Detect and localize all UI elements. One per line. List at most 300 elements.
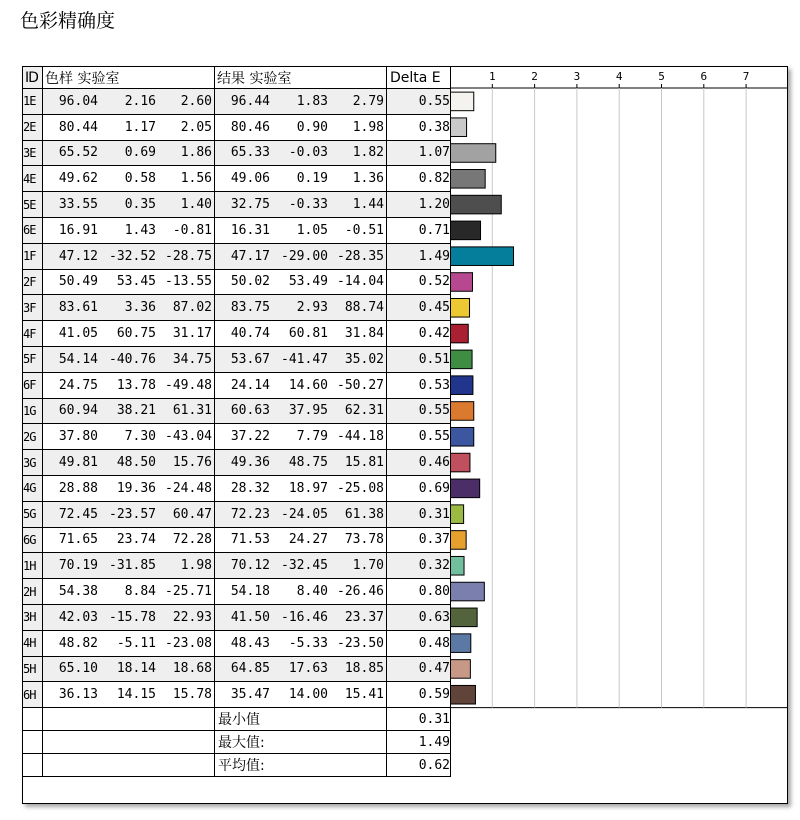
result-lab-b: 73.78	[344, 532, 384, 548]
result-lab-b: 31.84	[344, 326, 384, 342]
result-lab-a: -5.33	[288, 635, 328, 651]
patch-id: 1G	[23, 398, 43, 424]
result-lab-b: 1.70	[352, 558, 384, 574]
sample-lab-values	[43, 630, 215, 656]
header-id: ID	[23, 67, 43, 89]
sample-lab-l: 49.81	[58, 455, 98, 471]
sample-lab-b: 31.17	[172, 326, 212, 342]
sample-lab-b: 1.86	[180, 145, 212, 161]
result-lab-l: 50.02	[230, 274, 270, 290]
result-lab-values	[215, 166, 387, 192]
result-lab-a: -0.33	[288, 197, 328, 213]
table-row	[23, 166, 451, 192]
sample-lab-values	[43, 604, 215, 630]
sample-lab-a: 1.17	[124, 119, 156, 135]
sample-lab-b: 2.05	[180, 119, 212, 135]
result-lab-b: 88.74	[344, 300, 384, 316]
sample-lab-l: 96.04	[58, 93, 98, 109]
sample-lab-values	[43, 682, 215, 708]
delta-e-bar-chart	[450, 66, 788, 734]
delta-e-value: 0.38	[387, 114, 451, 140]
result-lab-b: 1.44	[352, 197, 384, 213]
sample-lab-l: 37.80	[58, 429, 98, 445]
result-lab-b: -28.35	[337, 248, 384, 264]
result-lab-b: -0.51	[344, 222, 384, 238]
result-lab-l: 24.14	[230, 377, 270, 393]
result-lab-values	[215, 553, 387, 579]
bar-3G	[451, 453, 470, 472]
result-lab-a: 2.93	[296, 300, 328, 316]
sample-lab-l: 80.44	[58, 119, 98, 135]
result-lab-b: 62.31	[344, 403, 384, 419]
result-lab-l: 60.63	[230, 403, 270, 419]
result-lab-values	[215, 269, 387, 295]
table-row	[23, 321, 451, 347]
sample-lab-values	[43, 450, 215, 476]
result-lab-values	[215, 217, 387, 243]
bar-5E	[451, 195, 502, 214]
sample-lab-values	[43, 217, 215, 243]
sample-lab-b: 2.60	[180, 93, 212, 109]
result-lab-values	[215, 630, 387, 656]
patch-id: 3E	[23, 140, 43, 166]
result-lab-values	[215, 501, 387, 527]
result-lab-values	[215, 192, 387, 218]
sample-lab-a: 2.16	[124, 93, 156, 109]
table-row	[23, 269, 451, 295]
table-header-row	[23, 67, 451, 89]
sample-lab-l: 16.91	[58, 222, 98, 238]
sample-lab-values	[43, 398, 215, 424]
tick-label-6: 6	[700, 70, 708, 83]
delta-e-value: 0.69	[387, 475, 451, 501]
bar-5G	[451, 505, 464, 524]
summary-empty-sample	[43, 754, 215, 777]
delta-e-value: 0.31	[387, 501, 451, 527]
result-lab-b: -25.08	[337, 480, 384, 496]
table-row	[23, 553, 451, 579]
result-lab-a: -24.05	[281, 506, 328, 522]
result-lab-b: -14.04	[337, 274, 384, 290]
table-row	[23, 656, 451, 682]
table-row	[23, 295, 451, 321]
result-lab-l: 72.23	[230, 506, 270, 522]
sample-lab-a: 0.35	[124, 197, 156, 213]
result-lab-l: 83.75	[230, 300, 270, 316]
result-lab-l: 41.50	[230, 609, 270, 625]
sample-lab-values	[43, 579, 215, 605]
patch-id: 2G	[23, 424, 43, 450]
sample-lab-a: 0.58	[124, 171, 156, 187]
summary-row	[23, 754, 451, 777]
result-lab-values	[215, 295, 387, 321]
result-lab-values	[215, 321, 387, 347]
tick-label-5: 5	[658, 70, 665, 83]
result-lab-l: 64.85	[230, 661, 270, 677]
result-lab-b: 35.02	[344, 351, 384, 367]
sample-lab-values	[43, 321, 215, 347]
sample-lab-l: 72.45	[58, 506, 98, 522]
bar-2H	[451, 582, 485, 601]
summary-label: 最大值:	[215, 731, 387, 754]
bar-5F	[451, 350, 473, 369]
tick-label-3: 3	[573, 70, 581, 83]
table-row	[23, 346, 451, 372]
result-lab-a: 48.75	[288, 455, 328, 471]
result-lab-l: 37.22	[230, 429, 270, 445]
result-lab-b: 23.37	[344, 609, 384, 625]
bar-1G	[451, 402, 474, 421]
delta-e-value: 1.07	[387, 140, 451, 166]
result-lab-b: 1.36	[352, 171, 384, 187]
result-lab-values	[215, 682, 387, 708]
sample-lab-a: 48.50	[116, 455, 156, 471]
result-lab-l: 54.18	[230, 584, 270, 600]
result-lab-l: 49.36	[230, 455, 270, 471]
sample-lab-values	[43, 192, 215, 218]
result-lab-values	[215, 372, 387, 398]
result-lab-a: 0.19	[296, 171, 328, 187]
sample-lab-a: 8.84	[124, 584, 156, 600]
sample-lab-values	[43, 140, 215, 166]
sample-lab-b: -43.04	[165, 429, 212, 445]
delta-e-value: 0.82	[387, 166, 451, 192]
sample-lab-b: -13.55	[165, 274, 212, 290]
result-lab-b: 15.81	[344, 455, 384, 471]
summary-empty-sample	[43, 731, 215, 754]
sample-lab-a: -5.11	[116, 635, 156, 651]
sample-lab-a: 3.36	[124, 300, 156, 316]
sample-lab-a: 7.30	[124, 429, 156, 445]
summary-value: 0.31	[387, 708, 451, 731]
delta-e-value: 0.42	[387, 321, 451, 347]
result-lab-l: 48.43	[230, 635, 270, 651]
result-lab-l: 35.47	[230, 687, 270, 703]
result-lab-values	[215, 604, 387, 630]
sample-lab-b: -24.48	[165, 480, 212, 496]
sample-lab-l: 70.19	[58, 558, 98, 574]
delta-e-value: 0.51	[387, 346, 451, 372]
result-lab-l: 70.12	[230, 558, 270, 574]
result-lab-a: -32.45	[281, 558, 328, 574]
sample-lab-values	[43, 372, 215, 398]
sample-lab-values	[43, 346, 215, 372]
summary-value: 1.49	[387, 731, 451, 754]
result-lab-a: 37.95	[288, 403, 328, 419]
bar-3E	[451, 144, 496, 163]
result-lab-a: -0.03	[288, 145, 328, 161]
result-lab-a: 14.00	[288, 687, 328, 703]
summary-empty-sample	[43, 708, 215, 731]
sample-lab-b: 1.98	[180, 558, 212, 574]
result-lab-a: 7.79	[296, 429, 328, 445]
sample-lab-values	[43, 501, 215, 527]
summary-row	[23, 708, 451, 731]
sample-lab-l: 49.62	[58, 171, 98, 187]
bar-2G	[451, 427, 474, 446]
result-lab-a: 1.05	[296, 222, 328, 238]
sample-lab-values	[43, 166, 215, 192]
tick-label-7: 7	[742, 70, 750, 83]
summary-empty-id	[23, 731, 43, 754]
patch-id: 3H	[23, 604, 43, 630]
chart-tick-labels	[489, 70, 749, 88]
table-row	[23, 682, 451, 708]
result-lab-values	[215, 527, 387, 553]
sample-lab-b: 1.56	[180, 171, 212, 187]
result-lab-l: 96.44	[230, 93, 270, 109]
header-result: 结果 实验室	[215, 67, 387, 89]
summary-row	[23, 731, 451, 754]
result-lab-l: 32.75	[230, 197, 270, 213]
delta-e-value: 0.55	[387, 398, 451, 424]
sample-lab-values	[43, 269, 215, 295]
table-row	[23, 114, 451, 140]
patch-id: 6H	[23, 682, 43, 708]
result-lab-a: 14.60	[288, 377, 328, 393]
table-row	[23, 604, 451, 630]
sample-lab-a: 38.21	[116, 403, 156, 419]
delta-e-value: 0.55	[387, 424, 451, 450]
sample-lab-b: 87.02	[172, 300, 212, 316]
delta-e-value: 0.46	[387, 450, 451, 476]
sample-lab-values	[43, 527, 215, 553]
delta-e-value: 0.37	[387, 527, 451, 553]
page-title: 色彩精确度	[20, 10, 116, 32]
delta-e-value: 0.45	[387, 295, 451, 321]
bar-4G	[451, 479, 480, 498]
result-lab-values	[215, 424, 387, 450]
bar-1H	[451, 556, 465, 575]
sample-lab-l: 71.65	[58, 532, 98, 548]
result-lab-b: 1.82	[352, 145, 384, 161]
summary-empty-id	[23, 708, 43, 731]
bar-4H	[451, 634, 471, 653]
table-row	[23, 424, 451, 450]
result-lab-values	[215, 450, 387, 476]
result-lab-l: 80.46	[230, 119, 270, 135]
table-row	[23, 475, 451, 501]
sample-lab-values	[43, 114, 215, 140]
delta-e-value: 0.53	[387, 372, 451, 398]
color-accuracy-table	[22, 66, 451, 777]
result-lab-l: 47.17	[230, 248, 270, 264]
sample-lab-values	[43, 475, 215, 501]
patch-id: 6F	[23, 372, 43, 398]
summary-label: 最小值	[215, 708, 387, 731]
delta-e-value: 0.71	[387, 217, 451, 243]
table-row	[23, 630, 451, 656]
bar-6F	[451, 376, 473, 395]
table-row	[23, 501, 451, 527]
bar-2F	[451, 273, 473, 292]
sample-lab-b: -23.08	[165, 635, 212, 651]
result-lab-a: 24.27	[288, 532, 328, 548]
result-lab-l: 65.33	[230, 145, 270, 161]
chart-gridlines	[450, 88, 788, 708]
patch-id: 1H	[23, 553, 43, 579]
delta-e-value: 0.32	[387, 553, 451, 579]
sample-lab-b: -49.48	[165, 377, 212, 393]
result-lab-values	[215, 579, 387, 605]
sample-lab-b: 18.68	[172, 661, 212, 677]
table-row	[23, 398, 451, 424]
result-lab-values	[215, 243, 387, 269]
bar-6H	[451, 685, 476, 704]
result-lab-l: 49.06	[230, 171, 270, 187]
table-row	[23, 140, 451, 166]
result-lab-b: 2.79	[352, 93, 384, 109]
summary-label: 平均值:	[215, 754, 387, 777]
result-lab-values	[215, 656, 387, 682]
sample-lab-a: 19.36	[116, 480, 156, 496]
result-lab-b: -44.18	[337, 429, 384, 445]
sample-lab-l: 36.13	[58, 687, 98, 703]
sample-lab-l: 48.82	[58, 635, 98, 651]
bar-3H	[451, 608, 478, 627]
result-lab-values	[215, 398, 387, 424]
result-lab-a: 60.81	[288, 326, 328, 342]
sample-lab-a: 18.14	[116, 661, 156, 677]
sample-lab-a: -40.76	[109, 351, 156, 367]
patch-id: 5H	[23, 656, 43, 682]
sample-lab-values	[43, 553, 215, 579]
patch-id: 4H	[23, 630, 43, 656]
result-lab-b: 61.38	[344, 506, 384, 522]
patch-id: 3G	[23, 450, 43, 476]
sample-lab-l: 47.12	[58, 248, 98, 264]
patch-id: 3F	[23, 295, 43, 321]
bar-2E	[451, 118, 467, 137]
summary-empty-id	[23, 754, 43, 777]
table-row	[23, 217, 451, 243]
result-lab-values	[215, 140, 387, 166]
sample-lab-l: 24.75	[58, 377, 98, 393]
sample-lab-b: -0.81	[172, 222, 212, 238]
result-lab-b: 1.98	[352, 119, 384, 135]
tick-label-4: 4	[615, 70, 623, 83]
tick-label-1: 1	[488, 70, 496, 83]
result-lab-b: 15.41	[344, 687, 384, 703]
result-lab-b: -50.27	[337, 377, 384, 393]
patch-id: 4F	[23, 321, 43, 347]
delta-e-value: 0.80	[387, 579, 451, 605]
delta-e-value: 0.47	[387, 656, 451, 682]
bar-6E	[451, 221, 481, 240]
result-lab-b: 18.85	[344, 661, 384, 677]
sample-lab-b: 15.78	[172, 687, 212, 703]
sample-lab-values	[43, 295, 215, 321]
sample-lab-values	[43, 424, 215, 450]
sample-lab-a: 53.45	[116, 274, 156, 290]
sample-lab-a: -32.52	[109, 248, 156, 264]
delta-e-value: 0.55	[387, 89, 451, 115]
patch-id: 5G	[23, 501, 43, 527]
sample-lab-b: 60.47	[172, 506, 212, 522]
sample-lab-l: 54.14	[58, 351, 98, 367]
header-delta-e: Delta E	[387, 67, 451, 89]
bar-6G	[451, 531, 467, 550]
bar-5H	[451, 660, 471, 679]
sample-lab-b: -28.75	[165, 248, 212, 264]
result-lab-a: -29.00	[281, 248, 328, 264]
patch-id: 2H	[23, 579, 43, 605]
result-lab-a: 0.90	[296, 119, 328, 135]
patch-id: 2E	[23, 114, 43, 140]
sample-lab-a: 23.74	[116, 532, 156, 548]
tick-label-2: 2	[531, 70, 538, 83]
sample-lab-a: -31.85	[109, 558, 156, 574]
patch-id: 4E	[23, 166, 43, 192]
result-lab-l: 71.53	[230, 532, 270, 548]
sample-lab-b: -25.71	[165, 584, 212, 600]
result-lab-a: 53.49	[288, 274, 328, 290]
sample-lab-values	[43, 89, 215, 115]
sample-lab-values	[43, 243, 215, 269]
result-lab-values	[215, 475, 387, 501]
delta-e-value: 0.59	[387, 682, 451, 708]
bar-4E	[451, 170, 486, 189]
patch-id: 2F	[23, 269, 43, 295]
result-lab-l: 53.67	[230, 351, 270, 367]
result-lab-b: -26.46	[337, 584, 384, 600]
sample-lab-a: -23.57	[109, 506, 156, 522]
patch-id: 6E	[23, 217, 43, 243]
sample-lab-b: 72.28	[172, 532, 212, 548]
sample-lab-b: 15.76	[172, 455, 212, 471]
result-lab-values	[215, 114, 387, 140]
patch-id: 1E	[23, 89, 43, 115]
table-row	[23, 450, 451, 476]
result-lab-a: -16.46	[281, 609, 328, 625]
sample-lab-l: 41.05	[58, 326, 98, 342]
patch-id: 1F	[23, 243, 43, 269]
patch-id: 5F	[23, 346, 43, 372]
result-lab-l: 16.31	[230, 222, 270, 238]
sample-lab-b: 34.75	[172, 351, 212, 367]
sample-lab-l: 60.94	[58, 403, 98, 419]
table-row	[23, 527, 451, 553]
table-row	[23, 89, 451, 115]
sample-lab-l: 50.49	[58, 274, 98, 290]
patch-id: 4G	[23, 475, 43, 501]
patch-id: 6G	[23, 527, 43, 553]
result-lab-l: 40.74	[230, 326, 270, 342]
sample-lab-values	[43, 656, 215, 682]
result-lab-l: 28.32	[230, 480, 270, 496]
bar-1F	[451, 247, 514, 266]
sample-lab-l: 54.38	[58, 584, 98, 600]
table-row	[23, 579, 451, 605]
delta-e-value: 0.48	[387, 630, 451, 656]
chart-bars	[451, 92, 514, 704]
sample-lab-l: 33.55	[58, 197, 98, 213]
result-lab-a: -41.47	[281, 351, 328, 367]
sample-lab-l: 42.03	[58, 609, 98, 625]
table-row	[23, 192, 451, 218]
table-row	[23, 243, 451, 269]
sample-lab-l: 65.10	[58, 661, 98, 677]
result-lab-a: 17.63	[288, 661, 328, 677]
bar-1E	[451, 92, 474, 111]
delta-e-value: 1.20	[387, 192, 451, 218]
delta-e-value: 0.63	[387, 604, 451, 630]
result-lab-a: 18.97	[288, 480, 328, 496]
result-lab-values	[215, 89, 387, 115]
patch-id: 5E	[23, 192, 43, 218]
result-lab-a: 1.83	[296, 93, 328, 109]
sample-lab-a: 60.75	[116, 326, 156, 342]
